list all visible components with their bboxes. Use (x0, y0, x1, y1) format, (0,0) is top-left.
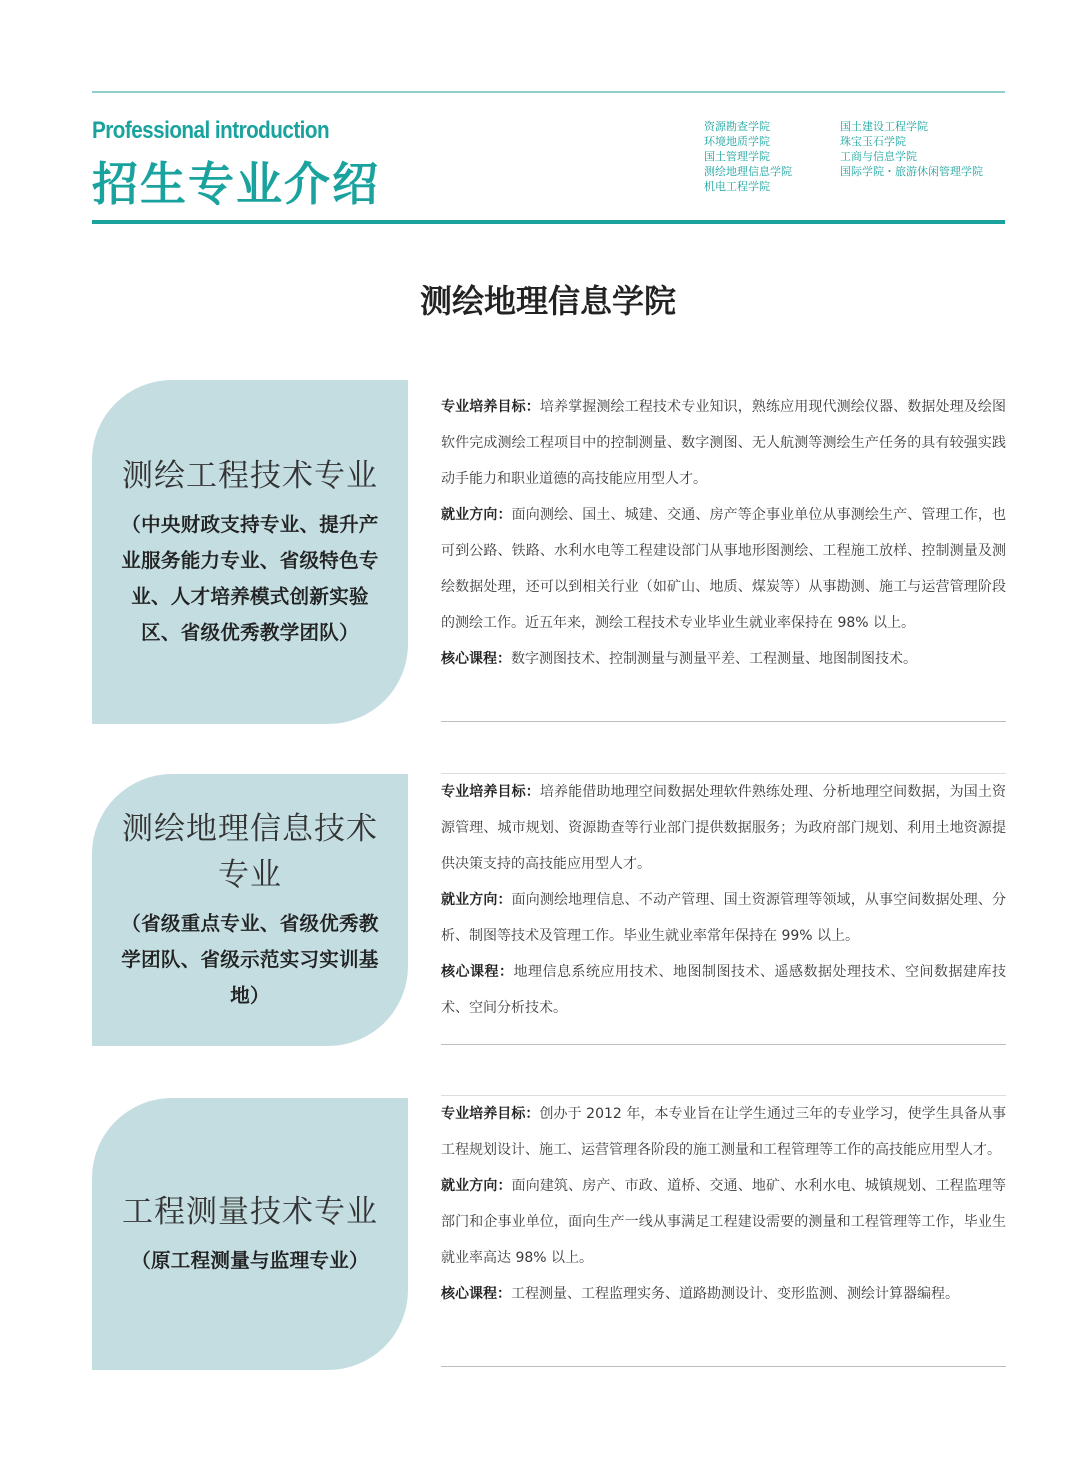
major-description (441, 389, 1006, 722)
major-card (92, 380, 408, 724)
employment-label: 就业方向： (441, 892, 512, 908)
courses-text: 地理信息系统应用技术、地图制图技术、遥感数据处理技术、空间数据建库技术、空间分析技术。 (441, 964, 1006, 1016)
header-title-en: Professional introduction (92, 117, 330, 144)
goal-label: 专业培养目标： (441, 784, 540, 800)
training-goal (441, 389, 1006, 497)
employment-label: 就业方向： (441, 1178, 512, 1194)
employment-direction (441, 882, 1006, 954)
college-item: 资源勘查学院 (704, 120, 770, 133)
college-item: 国土建设工程学院 (840, 120, 928, 133)
college-item: 环境地质学院 (704, 135, 770, 148)
core-courses (441, 1276, 1006, 1312)
major-name: 工程测量技术专业 (122, 1194, 378, 1230)
header-top-rule (92, 91, 1005, 93)
courses-label: 核心课程： (441, 651, 511, 667)
college-item: 工商与信息学院 (840, 150, 917, 163)
major-card (92, 1098, 408, 1370)
courses-text: 数字测图技术、控制测量与测量平差、工程测量、地图制图技术。 (511, 651, 917, 667)
employment-direction (441, 497, 1006, 641)
training-goal (441, 1096, 1006, 1168)
goal-text: 培养能借助地理空间数据处理软件熟练处理、分析地理空间数据，为国土资源管理、城市规划、资源勘查等行业部门提供数据服务；为政府部门规划、利用土地资源提供决策支持的高技能应用型人才。 (441, 784, 1007, 872)
college-item: 测绘地理信息学院 (704, 165, 792, 178)
courses-label: 核心课程： (441, 1286, 511, 1302)
employment-label: 就业方向： (441, 507, 512, 523)
goal-text: 创办于 2012 年，本专业旨在让学生通过三年的专业学习，使学生具备从事工程规划设计、施工、运营管理各阶段的施工测量和工程管理等工作的高技能应用型人才。 (441, 1106, 1007, 1158)
employment-text: 面向建筑、房产、市政、道桥、交通、地矿、水利水电、城镇规划、工程监理等部门和企事业单位，面向生产一线从事满足工程建设需要的测量和工程管理等工作，毕业生就业率高达 98% 以上。 (441, 1178, 1007, 1266)
courses-label: 核心课程： (441, 964, 514, 980)
core-courses (441, 641, 1006, 677)
major-honors: （原工程测量与监理专业） (131, 1249, 369, 1272)
employment-text: 面向测绘地理信息、不动产管理、国土资源管理等领域，从事空间数据处理、分析、制图等技术及管理工作。毕业生就业率常年保持在 99% 以上。 (441, 892, 1007, 944)
college-item: 国土管理学院 (704, 150, 770, 163)
college-item: 机电工程学院 (704, 180, 770, 193)
courses-text: 工程测量、工程监理实务、道路勘测设计、变形监测、测绘计算器编程。 (511, 1286, 959, 1302)
major-name: 测绘地理信息技术专业 (122, 811, 378, 893)
core-courses (441, 954, 1006, 1026)
major-honors: （中央财政支持专业、提升产业服务能力专业、省级特色专业、人才培养模式创新实验区、省级优秀教学团队） (121, 513, 379, 644)
employment-text: 面向测绘、国土、城建、交通、房产等企事业单位从事测绘生产、管理工作，也可到公路、铁路、水利水电等工程建设部门从事地形图测绘、工程施工放样、控制测量及测绘数据处理，还可以到相关行业（如矿山、地质、煤炭等）从事勘测、施工与运营管理阶段的测绘工作。近五年来，测绘工程技术专业毕业生就业率保持在 98% 以上。 (441, 507, 1007, 631)
college-item: 国际学院・旅游休闲管理学院 (840, 165, 983, 178)
major-description (441, 773, 1006, 1045)
goal-label: 专业培养目标： (441, 1106, 540, 1122)
college-list-right (840, 119, 983, 179)
training-goal (441, 774, 1006, 882)
major-name: 测绘工程技术专业 (122, 458, 378, 494)
employment-direction (441, 1168, 1006, 1276)
section-title: 测绘地理信息学院 (419, 282, 676, 320)
major-description (441, 1095, 1006, 1367)
goal-label: 专业培养目标： (441, 399, 540, 415)
major-honors: （省级重点专业、省级优秀教学团队、省级示范实习实训基地） (121, 912, 379, 1007)
header-title-cn: 招生专业介绍 (92, 157, 380, 211)
major-card (92, 774, 408, 1046)
college-item: 珠宝玉石学院 (840, 135, 906, 148)
college-list-left (704, 119, 792, 194)
goal-text: 培养掌握测绘工程技术专业知识，熟练应用现代测绘仪器、数据处理及绘图软件完成测绘工程项目中的控制测量、数字测图、无人航测等测绘生产任务的具有较强实践动手能力和职业道德的高技能应用型人才。 (441, 399, 1007, 487)
header-bottom-rule (92, 220, 1005, 224)
